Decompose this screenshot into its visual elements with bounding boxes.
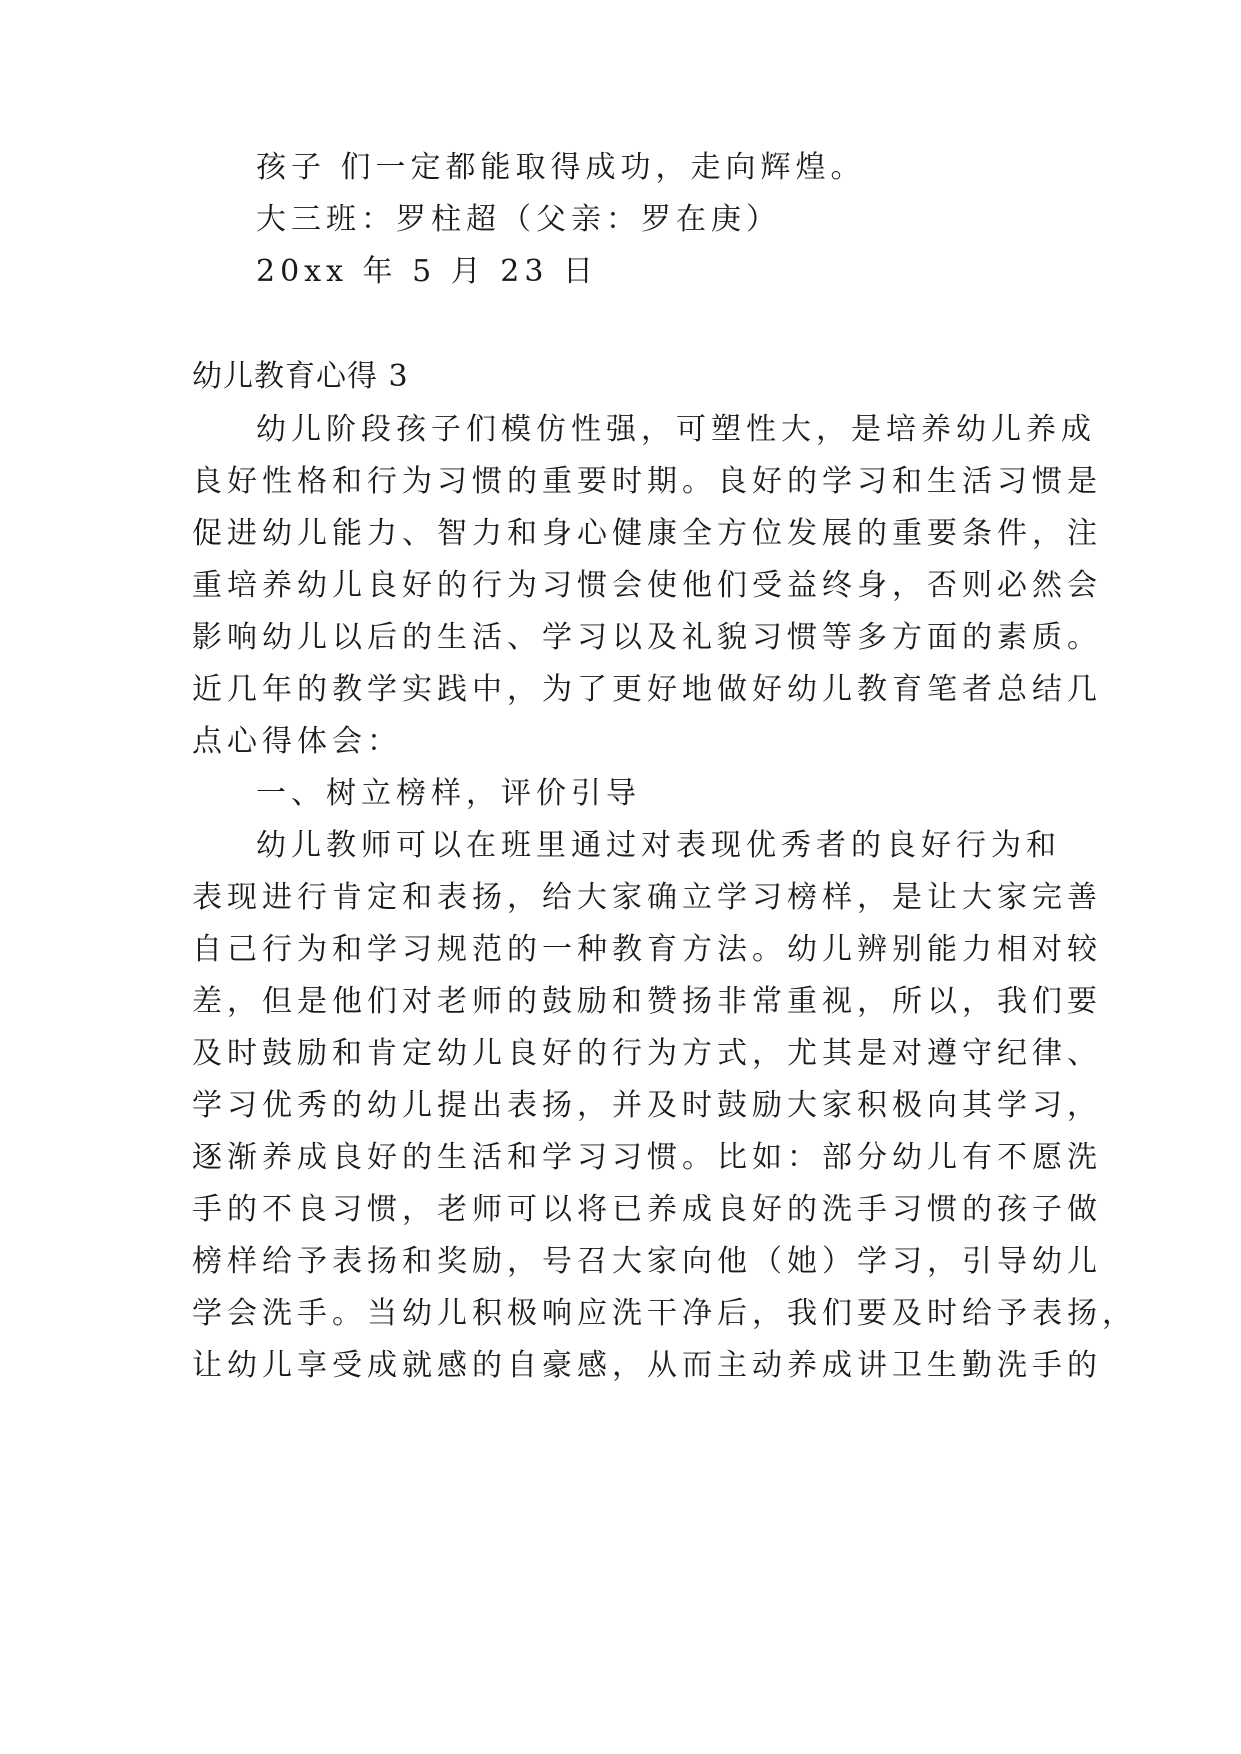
paragraph-line: 重培养幼儿良好的行为习惯会使他们受益终身，否则必然会	[192, 568, 1102, 603]
section-title: 幼儿教育心得 3	[192, 359, 409, 394]
paragraph-line: 影响幼儿以后的生活、学习以及礼貌习惯等多方面的素质。	[192, 620, 1102, 655]
paragraph-line: 榜样给予表扬和奖励，号召大家向他（她）学习，引导幼儿	[192, 1244, 1102, 1279]
paragraph-line: 自己行为和学习规范的一种教育方法。幼儿辨别能力相对较	[192, 932, 1102, 967]
paragraph-line: 近几年的教学实践中，为了更好地做好幼儿教育笔者总结几	[192, 672, 1102, 707]
paragraph-line: 良好性格和行为习惯的重要时期。良好的学习和生活习惯是	[192, 464, 1102, 499]
paragraph-line: 学习优秀的幼儿提出表扬，并及时鼓励大家积极向其学习，	[192, 1088, 1102, 1123]
closing-line: 孩子 们一定都能取得成功，走向辉煌。	[256, 150, 866, 185]
paragraph-line: 表现进行肯定和表扬，给大家确立学习榜样，是让大家完善	[192, 880, 1102, 915]
paragraph-line: 点心得体会：	[192, 724, 402, 759]
date-line: 20xx 年 5 月 23 日	[256, 254, 598, 289]
paragraph-line: 促进幼儿能力、智力和身心健康全方位发展的重要条件，注	[192, 516, 1102, 551]
paragraph-line: 差，但是他们对老师的鼓励和赞扬非常重视，所以，我们要	[192, 984, 1102, 1019]
signature-line: 大三班：罗柱超（父亲：罗在庚）	[256, 202, 781, 237]
subheading: 一、树立榜样，评价引导	[256, 776, 641, 811]
paragraph-line: 逐渐养成良好的生活和学习习惯。比如：部分幼儿有不愿洗	[192, 1140, 1102, 1175]
paragraph-line: 手的不良习惯，老师可以将已养成良好的洗手习惯的孩子做	[192, 1192, 1102, 1227]
paragraph-line: 学会洗手。当幼儿积极响应洗干净后，我们要及时给予表扬，	[192, 1296, 1137, 1331]
paragraph-line: 幼儿阶段孩子们模仿性强，可塑性大，是培养幼儿养成	[256, 412, 1096, 447]
paragraph-line: 及时鼓励和肯定幼儿良好的行为方式，尤其是对遵守纪律、	[192, 1036, 1102, 1071]
paragraph-line: 让幼儿享受成就感的自豪感，从而主动养成讲卫生勤洗手的	[192, 1348, 1102, 1383]
paragraph-line: 幼儿教师可以在班里通过对表现优秀者的良好行为和	[256, 828, 1061, 863]
